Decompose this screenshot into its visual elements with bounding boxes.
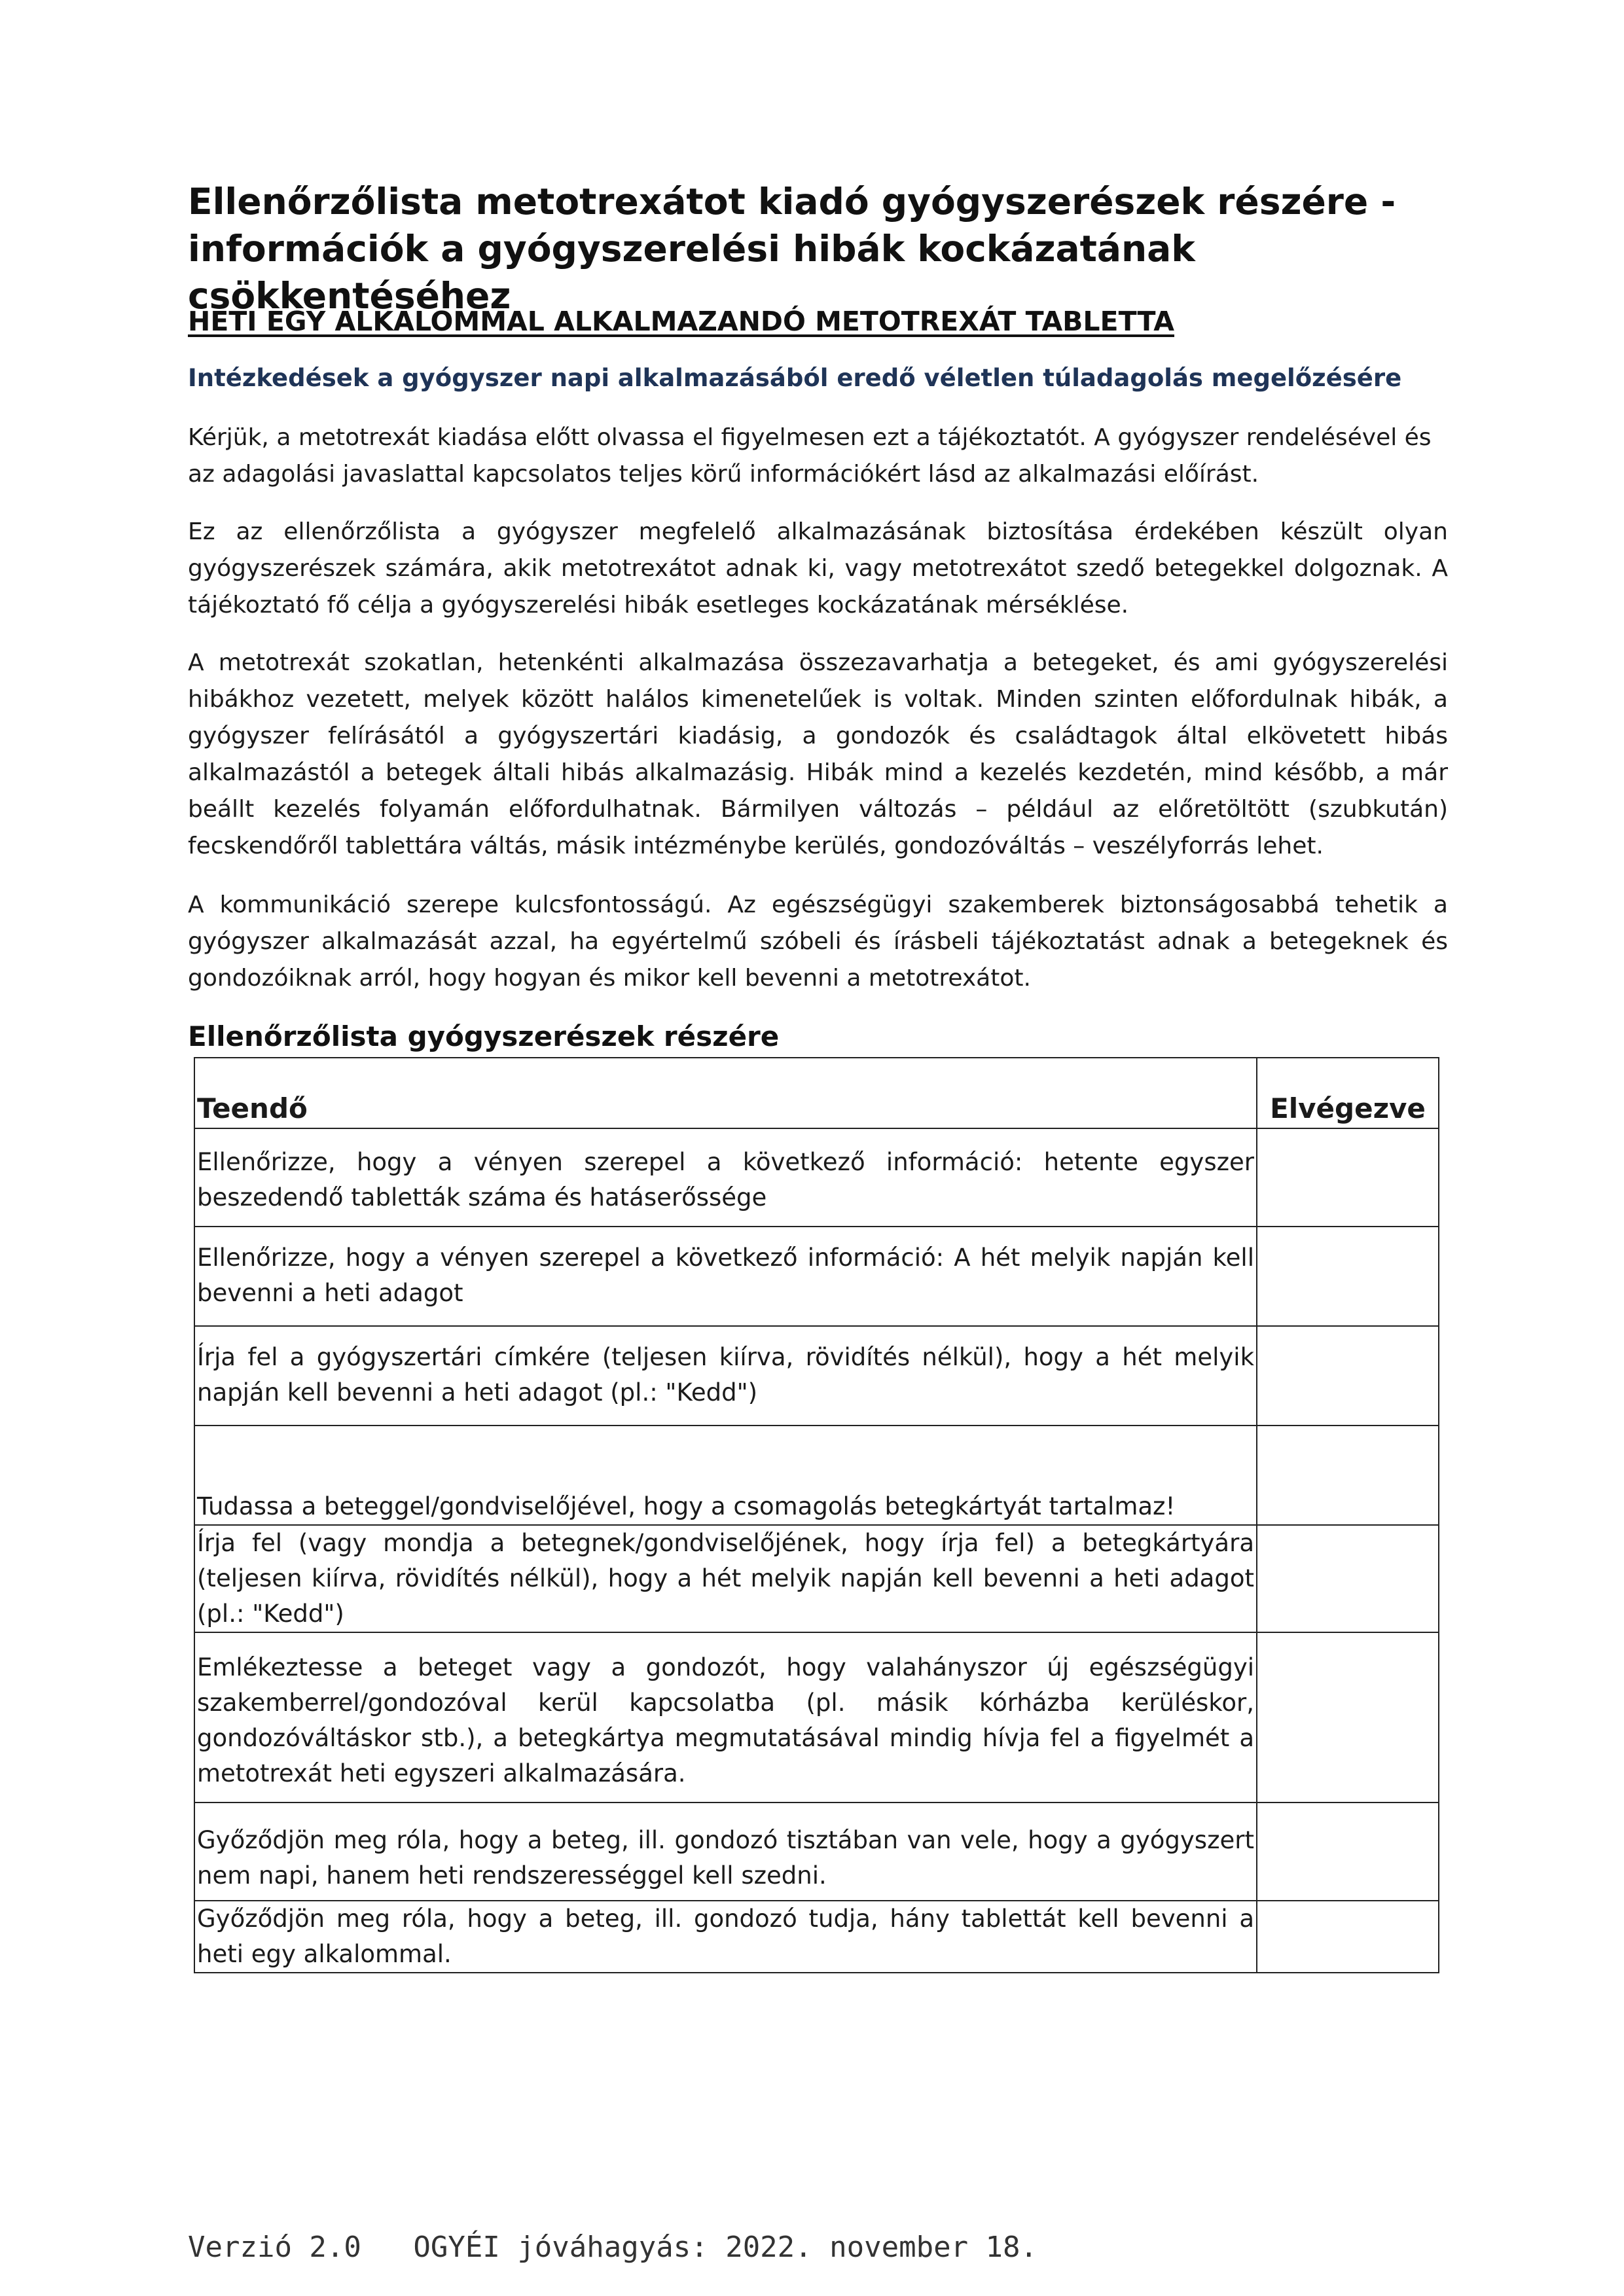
task-cell: Írja fel a gyógyszertári címkére (teljesen kiírva, rövidítés nélkül), hogy a hét melyik napján kell bevenni a heti adagot (pl.: "Kedd") [194, 1326, 1257, 1426]
version-footer: Verzió 2.0 OGYÉI jóváhagyás: 2022. november 18. [188, 2231, 1038, 2264]
table-row [194, 1803, 1439, 1901]
checklist-table [194, 1057, 1439, 1973]
section-heading: Intézkedések a gyógyszer napi alkalmazásából eredő véletlen túladagolás megelőzésére [188, 364, 1402, 392]
table-row [194, 1901, 1439, 1973]
page-title [188, 178, 1448, 319]
table-row [194, 1128, 1439, 1227]
done-checkbox-cell[interactable] [1257, 1525, 1439, 1632]
table-row [194, 1525, 1439, 1632]
task-cell: Ellenőrizze, hogy a vényen szerepel a következő információ: A hét melyik napján kell bevenni a heti adagot [194, 1227, 1257, 1326]
task-cell: Tudassa a beteggel/gondviselőjével, hogy a csomagolás betegkártyát tartalmaz! [194, 1426, 1257, 1525]
done-checkbox-cell[interactable] [1257, 1901, 1439, 1973]
done-checkbox-cell[interactable] [1257, 1326, 1439, 1426]
intro-paragraph: Kérjük, a metotrexát kiadása előtt olvassa el figyelmesen ezt a tájékoztatót. A gyógyszer rendelésével és az adagolási javaslattal kapcsolatos teljes körű információkért lásd az alkalmazási előírást. [188, 424, 1432, 488]
done-checkbox-cell[interactable] [1257, 1803, 1439, 1901]
header-task: Teendő [194, 1058, 1257, 1128]
done-checkbox-cell[interactable] [1257, 1632, 1439, 1803]
task-cell: Ellenőrizze, hogy a vényen szerepel a következő információ: hetente egyszer beszedendő tabletták száma és hatáserőssége [194, 1128, 1257, 1227]
table-row [194, 1227, 1439, 1326]
done-checkbox-cell[interactable] [1257, 1227, 1439, 1326]
table-row [194, 1632, 1439, 1803]
document-subtitle: HETI EGY ALKALOMMAL ALKALMAZANDÓ METOTREXÁT TABLETTA [188, 306, 1174, 337]
communication-paragraph: A kommunikáció szerepe kulcsfontosságú. Az egészségügyi szakemberek biztonságosabbá tehetik a gyógyszer alkalmazását azzal, ha egyértelmű szóbeli és írásbeli tájékoztatást adnak a betegeknek és gondozóiknak arról, hogy hogyan és mikor kell bevenni a metotrexátot. [188, 891, 1448, 992]
done-checkbox-cell[interactable] [1257, 1128, 1439, 1227]
purpose-paragraph: Ez az ellenőrzőlista a gyógyszer megfelelő alkalmazásának biztosítása érdekében készült olyan gyógyszerészek számára, akik metotrexátot adnak ki, vagy metotrexátot szedő betegekkel dolgoznak. A tájékoztató fő célja a gyógyszerelési hibák esetleges kockázatának mérséklése. [188, 518, 1448, 619]
title-line-1: Ellenőrzőlista metotrexátot kiadó gyógyszerészek részére - [188, 181, 1396, 223]
task-cell: Írja fel (vagy mondja a betegnek/gondviselőjének, hogy írja fel) a betegkártyára (teljesen kiírva, rövidítés nélkül), hogy a hét melyik napján kell bevenni a heti adagot (pl.: "Kedd") [194, 1525, 1257, 1632]
task-cell: Győződjön meg róla, hogy a beteg, ill. gondozó tisztában van vele, hogy a gyógyszert nem napi, hanem heti rendszerességgel kell szedni. [194, 1803, 1257, 1901]
header-done: Elvégezve [1257, 1058, 1439, 1128]
risk-paragraph: A metotrexát szokatlan, hetenkénti alkalmazása összezavarhatja a betegeket, és ami gyógyszerelési hibákhoz vezetett, melyek között halálos kimenetelűek is voltak. Minden szinten előfordulnak hibák, a gyógyszer felírásától a gyógyszertári kiadásig, a gondozók és családtagok által elkövetett hibás alkalmazástól a betegek általi hibás alkalmazásig. Hibák mind a kezelés kezdetén, mind később, a már beállt kezelés folyamán előfordulhatnak. Bármilyen változás – például az előretöltött (szubkután) fecskendőről tablettára váltás, másik intézménybe kerülés, gondozóváltás – veszélyforrás lehet. [188, 649, 1448, 859]
checklist-heading: Ellenőrzőlista gyógyszerészek részére [188, 1020, 780, 1052]
task-cell: Győződjön meg róla, hogy a beteg, ill. gondozó tudja, hány tablettát kell bevenni a heti egy alkalommal. [194, 1901, 1257, 1973]
table-row [194, 1426, 1439, 1525]
title-line-2: információk a gyógyszerelési hibák kockázatának csökkentéséhez [188, 228, 1195, 317]
task-cell: Emlékeztesse a beteget vagy a gondozót, hogy valahányszor új egészségügyi szakemberrel/gondozóval kerül kapcsolatba (pl. másik kórházba kerüléskor, gondozóváltáskor stb.), a betegkártya megmutatásával mindig hívja fel a figyelmét a metotrexát heti egyszeri alkalmazására. [194, 1632, 1257, 1803]
done-checkbox-cell[interactable] [1257, 1426, 1439, 1525]
table-header-row [194, 1058, 1439, 1128]
table-row [194, 1326, 1439, 1426]
